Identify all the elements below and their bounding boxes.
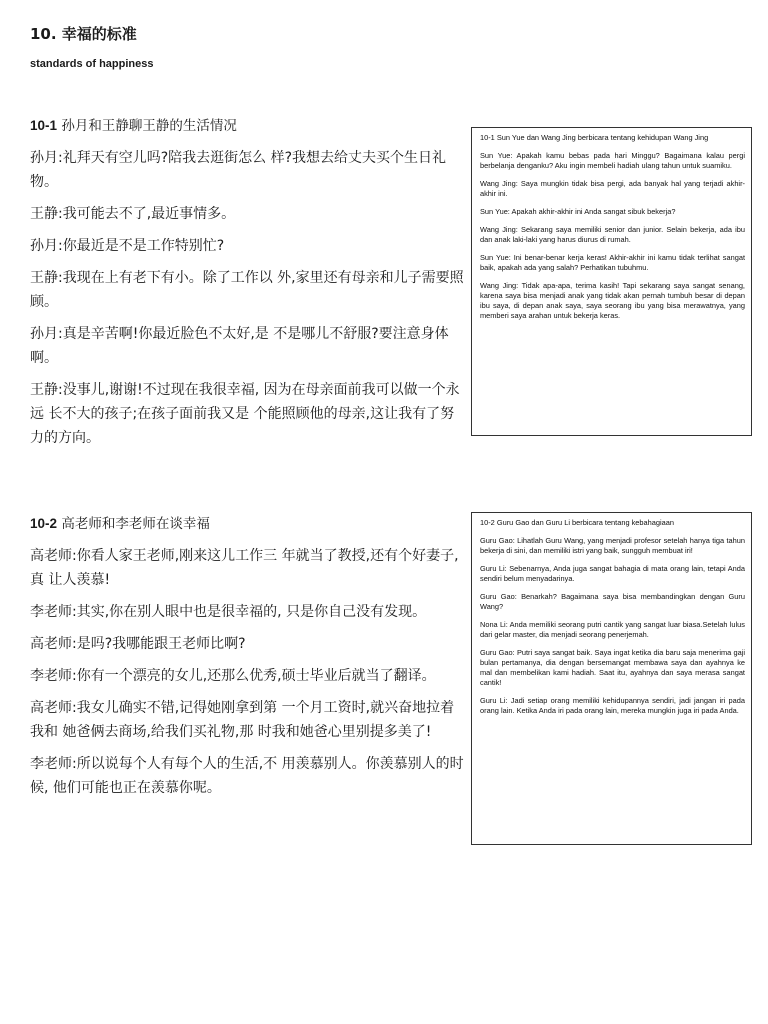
dialog-line: 王静:我现在上有老下有小。除了工作以 外,家里还有母亲和儿子需要照顾。	[30, 270, 464, 310]
dialog-section-2	[30, 512, 466, 808]
page-title: 10. 幸福的标准	[30, 25, 137, 43]
dialog-heading	[30, 114, 466, 138]
dialog-line: 孙月:真是辛苦啊!你最近脸色不太好,是 不是哪儿不舒服?要注意身体啊。	[30, 326, 449, 366]
translation-line: Wang Jing: Sekarang saya memiliki senior dan junior. Selain bekerja, ada ibu dan anak laki-laki yang harus diurus di rumah.	[480, 225, 745, 244]
dialog-number: 10-2	[30, 516, 58, 531]
translation-line: Sun Yue: Ini benar-benar kerja keras! Akhir-akhir ini kamu tidak terlihat sangat baik, apakah ada yang salah? Perhatikan tubuhmu.	[480, 253, 745, 272]
dialog-line: 高老师:我女儿确实不错,记得她刚拿到第 一个月工资时,就兴奋地拉着我和 她爸俩去商场,给我们买礼物,那 时我和她爸心里别提多美了!	[30, 700, 455, 740]
dialog-line: 李老师:你有一个漂亮的女儿,还那么优秀,硕士毕业后就当了翻译。	[30, 668, 436, 684]
dialog-line: 李老师:所以说每个人有每个人的生活,不 用羡慕别人。你羡慕别人的时候, 他们可能也正在羡慕你呢。	[30, 756, 464, 796]
dialog-heading	[30, 512, 466, 536]
dialog-line: 高老师:你看人家王老师,刚来这儿工作三 年就当了教授,还有个好妻子,真 让人羡慕!	[30, 548, 459, 588]
translation-box-1	[471, 127, 752, 436]
dialog-line: 高老师:是吗?我哪能跟王老师比啊?	[30, 636, 246, 652]
dialog-section-1	[30, 114, 466, 458]
translation-heading: 10-2 Guru Gao dan Guru Li berbicara tentang kebahagiaan	[480, 518, 674, 527]
dialog-line: 孙月:礼拜天有空儿吗?陪我去逛街怎么 样?我想去给丈夫买个生日礼物。	[30, 150, 447, 190]
translation-line: Guru Gao: Putri saya sangat baik. Saya ingat ketika dia baru saja menerima gaji bulan pertamanya, dia dengan bersemangat membawa saya dan ayahnya ke mal dan membelikan kami hadiah. Saat itu, ayahnya dan saya merasa sangat cantik!	[480, 648, 745, 687]
translation-line: Sun Yue: Apakah akhir-akhir ini Anda sangat sibuk bekerja?	[480, 207, 676, 216]
translation-line: Wang Jing: Saya mungkin tidak bisa pergi, ada banyak hal yang terjadi akhir-akhir ini.	[480, 179, 745, 198]
translation-line: Guru Li: Sebenarnya, Anda juga sangat bahagia di mata orang lain, tetapi Anda sendiri belum menyadarinya.	[480, 564, 745, 583]
translation-heading: 10-1 Sun Yue dan Wang Jing berbicara tentang kehidupan Wang Jing	[480, 133, 709, 142]
dialog-line: 李老师:其实,你在别人眼中也是很幸福的, 只是你自己没有发现。	[30, 604, 427, 620]
dialog-line: 孙月:你最近是不是工作特别忙?	[30, 238, 225, 254]
dialog-heading-text: 高老师和李老师在谈幸福	[57, 516, 210, 532]
dialog-line: 王静:没事儿,谢谢!不过现在我很幸福, 因为在母亲面前我可以做一个永远 长不大的孩子;在孩子面前我又是 个能照顾他的母亲,这让我有了努 力的方向。	[30, 382, 460, 446]
translation-line: Guru Li: Jadi setiap orang memiliki kehidupannya sendiri, jadi jangan iri pada orang lain. Ketika Anda iri pada orang lain, mereka mungkin juga iri pada Anda.	[480, 696, 745, 715]
dialog-heading-text: 孙月和王静聊王静的生活情况	[57, 118, 237, 134]
translation-line: Guru Gao: Lihatlah Guru Wang, yang menjadi profesor setelah hanya tiga tahun bekerja di sini, dan memiliki istri yang baik, sungguh membuat iri!	[480, 536, 745, 555]
translation-line: Nona Li: Anda memiliki seorang putri cantik yang sangat luar biasa.Setelah lulus dari gelar master, dia menjadi seorang penerjemah.	[480, 620, 745, 639]
dialog-line: 王静:我可能去不了,最近事情多。	[30, 206, 236, 222]
dialog-number: 10-1	[30, 118, 58, 133]
translation-box-2	[471, 512, 752, 845]
page-subtitle: standards of happiness	[30, 58, 154, 70]
translation-line: Sun Yue: Apakah kamu bebas pada hari Minggu? Bagaimana kalau pergi berbelanja denganku? Aku ingin membeli hadiah ulang tahun untuk suamiku.	[480, 151, 745, 170]
translation-line: Wang Jing: Tidak apa-apa, terima kasih! Tapi sekarang saya sangat senang, karena saya bisa menjadi anak yang tidak akan pernah tumbuh besar di depan ibu saya, di depan anak saya, saya seorang ibu yang bisa merawatnya, yang memberi saya arahan untuk bekerja keras.	[480, 281, 745, 320]
translation-line: Guru Gao: Benarkah? Bagaimana saya bisa membandingkan dengan Guru Wang?	[480, 592, 745, 611]
